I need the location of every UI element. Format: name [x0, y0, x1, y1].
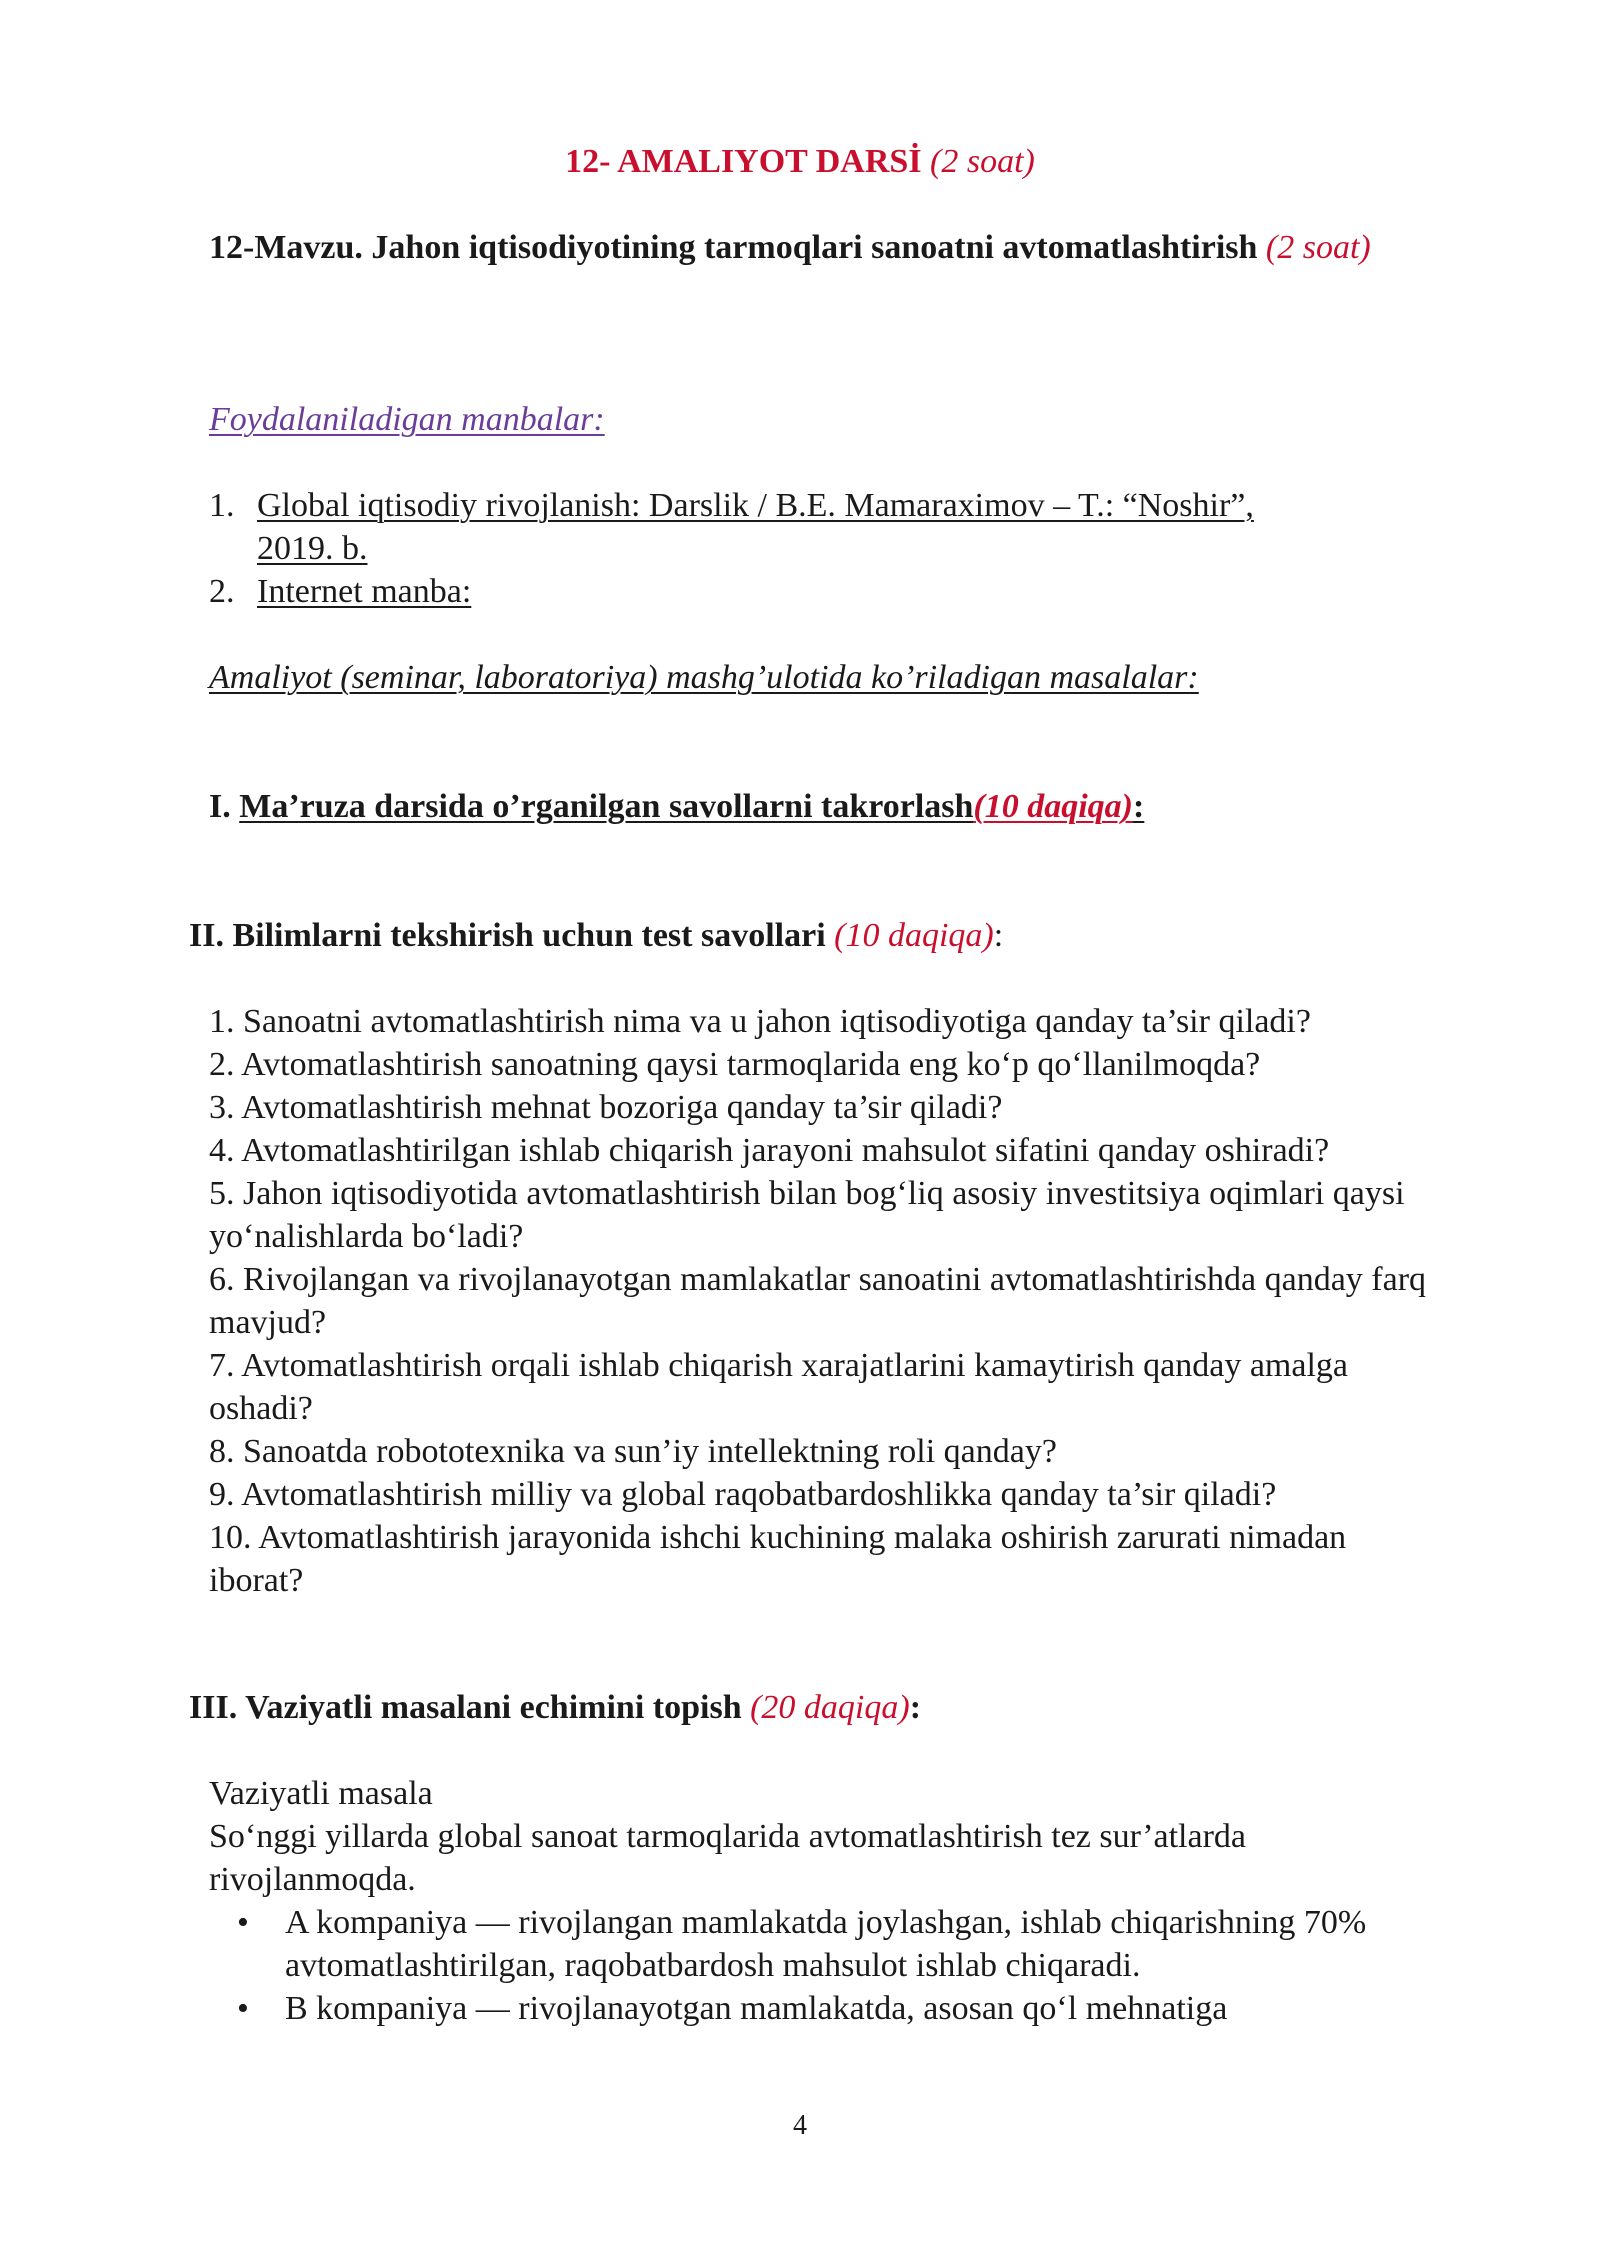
section-1-time: (10 daqiqa): [973, 788, 1133, 825]
page-number: 4: [793, 2110, 807, 2141]
test-question: 5. Jahon iqtisodiyotida avtomatlashtirish bilan bog‘liq asosiy investitsiya oqimlari qaysi yo‘nalishlarda bo‘ladi?: [209, 1175, 1405, 1255]
test-question: 2. Avtomatlashtirish sanoatning qaysi tarmoqlarida eng ko‘p qo‘llanilmoqda?: [209, 1046, 1261, 1083]
page-title: [0, 140, 1600, 183]
source-number: 2.: [209, 573, 235, 610]
section-3-colon: :: [909, 1689, 922, 1726]
lesson-hours: (2 soat): [930, 143, 1035, 180]
test-question: 1. Sanoatni avtomatlashtirish nima va u jahon iqtisodiyotiga qanday ta’sir qiladi?: [209, 1003, 1311, 1040]
source-item: [209, 570, 1449, 613]
test-question: 4. Avtomatlashtirilgan ishlab chiqarish jarayoni mahsulot sifatini qanday oshiradi?: [209, 1132, 1330, 1169]
sources-heading: Foydalaniladigan manbalar:: [209, 401, 605, 438]
test-question: 6. Rivojlangan va rivojlanayotgan mamlakatlar sanoatini avtomatlashtirishda qanday farq mavjud?: [209, 1261, 1427, 1341]
problems-heading: Amaliyot (seminar, laboratoriya) mashg’ulotida ko’riladigan masalalar:: [209, 659, 1199, 696]
source-text-cont: 2019. b.: [257, 530, 368, 567]
case-study: [209, 1772, 1449, 2030]
case-bullet-text: B kompaniya — rivojlanayotgan mamlakatda, asosan qo‘l mehnatiga: [285, 1990, 1228, 2027]
section-2-time: (10 daqiqa): [834, 917, 994, 954]
bullet-icon: •: [237, 1990, 249, 2027]
section-2-title: II. Bilimlarni tekshirish uchun test savollari: [189, 917, 826, 954]
section-2-colon: :: [993, 917, 1004, 954]
test-question: 10. Avtomatlashtirish jarayonida ishchi kuchining malaka oshirish zarurati nimadan iborat?: [209, 1519, 1347, 1599]
source-text: Internet manba:: [257, 573, 472, 610]
case-intro: So‘nggi yillarda global sanoat tarmoqlarida avtomatlashtirish tez sur’atlarda rivojlanmoqda.: [209, 1818, 1246, 1898]
topic-heading: [209, 226, 1449, 269]
section-3-title: III. Vaziyatli masalani echimini topish: [189, 1689, 742, 1726]
case-bullets: [209, 1901, 1449, 2030]
test-question: 9. Avtomatlashtirish milliy va global raqobatbardoshlikka qanday ta’sir qiladi?: [209, 1476, 1277, 1513]
section-1-colon: :: [1133, 788, 1145, 825]
bullet-icon: •: [237, 1904, 249, 1941]
sources-list: [209, 484, 1449, 613]
case-bullet-text: A kompaniya — rivojlangan mamlakatda joylashgan, ishlab chiqarishning 70% avtomatlashtirilgan, raqobatbardosh mahsulot ishlab chiqaradi.: [285, 1904, 1367, 1984]
test-question: 8. Sanoatda robototexnika va sun’iy intellektning roli qanday?: [209, 1433, 1057, 1470]
source-text: Global iqtisodiy rivojlanish: Darslik / B.E. Mamaraximov – T.: “Noshir”,: [257, 487, 1254, 524]
case-bullet-item: [209, 1901, 1449, 1987]
case-label: Vaziyatli masala: [209, 1775, 433, 1812]
test-question: 3. Avtomatlashtirish mehnat bozoriga qanday ta’sir qiladi?: [209, 1089, 1003, 1126]
test-questions-list: [209, 1000, 1449, 1602]
source-number: 1.: [209, 487, 235, 524]
case-bullet-item: [209, 1987, 1449, 2030]
section-1-numeral: I.: [209, 788, 231, 825]
section-2-heading: [189, 914, 1003, 957]
source-item: [209, 484, 1449, 570]
lesson-title: 12- AMALIYOT DARSİ: [565, 143, 922, 180]
topic-text: 12-Mavzu. Jahon iqtisodiyotining tarmoqlari sanoatni avtomatlashtirish: [209, 229, 1258, 266]
section-1-title: Ma’ruza darsida o’rganilgan savollarni takrorlash: [239, 788, 974, 825]
section-1-heading: [209, 785, 1144, 828]
topic-hours: (2 soat): [1265, 229, 1371, 266]
section-3-time: (20 daqiqa): [750, 1689, 910, 1726]
section-3-heading: [189, 1686, 921, 1729]
test-question: 7. Avtomatlashtirish orqali ishlab chiqarish xarajatlarini kamaytirish qanday amalga oshadi?: [209, 1347, 1348, 1427]
